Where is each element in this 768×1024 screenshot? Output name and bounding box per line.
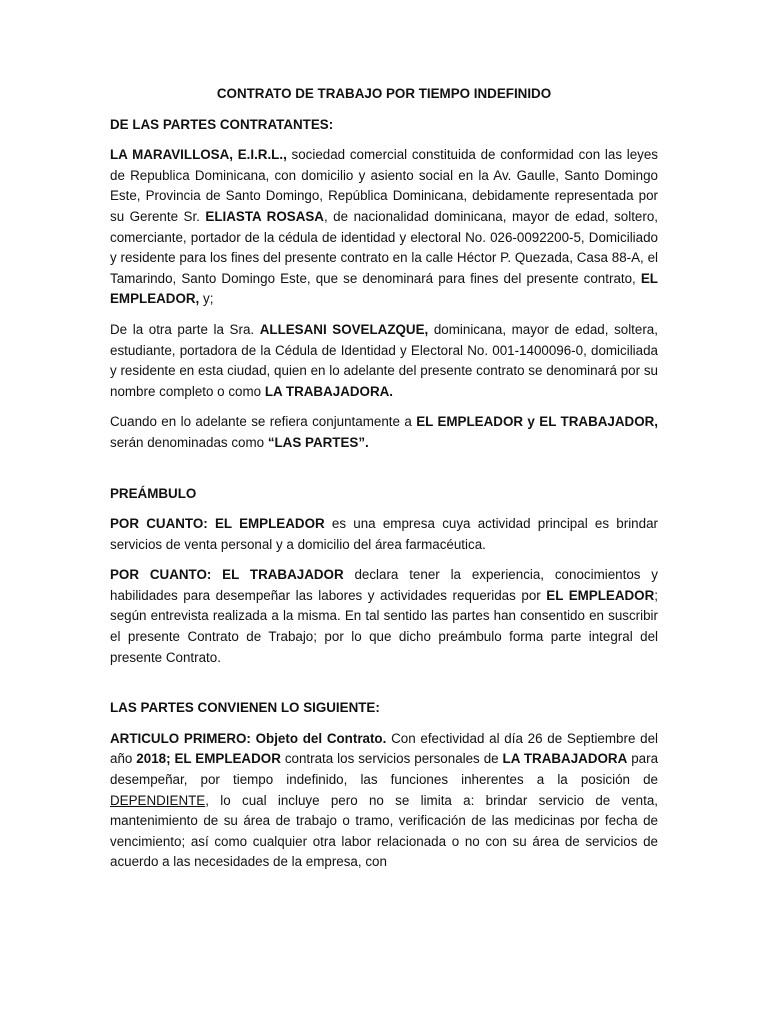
section-heading-preamble: PREÁMBULO (110, 485, 197, 501)
worker-text-2: dominicana, mayor de edad, soltera, estudiante, portadora de la Cédula de Identidad y Electoral No. 001-1400096-0, domiciliada y residente en esta ciudad, quien en lo adelante del presente contrato se denominará por su nombre completo o como (110, 321, 658, 399)
article-1-text-3: para desempeñar, por tiempo indefinido, las funciones inherentes a la posición de (110, 751, 659, 788)
parties-bold-2: “LAS PARTES”. (267, 434, 369, 450)
document-title: CONTRATO DE TRABAJO POR TIEMPO INDEFINIDO (216, 86, 552, 101)
preamble-2-text-2: ; según entrevista realizada a la misma. En tal sentido las partes han consentido en suscribir el presente Contrato de Trabajo; por lo que dicho preámbulo forma parte integral del presente Contrato. (110, 587, 658, 665)
article-1-text-4: , lo cual incluye pero no se limita a: brindar servicio de venta, mantenimiento de su área de trabajo o tramo, verificación de las medicinas por fecha de vencimiento; así como cualquier otra labor relacionada o no con su área de servicios de acuerdo a las necesidades de la empresa, con (110, 792, 658, 870)
parties-text-2: serán denominadas como (110, 434, 268, 450)
document-page (110, 84, 658, 883)
preamble-2-text-1: declara tener la experiencia, conocimientos y habilidades para desempeñar las labores y actividades requeridas por (110, 567, 658, 603)
worker-paragraph (110, 320, 658, 402)
employer-paragraph (110, 145, 658, 310)
preamble-2-bold-1: POR CUANTO: EL TRABAJADOR (110, 567, 344, 583)
preamble-paragraph-1 (110, 514, 658, 555)
employer-term: EL EMPLEADOR, (110, 270, 658, 307)
manager-name: ELIASTA ROSASA (205, 208, 324, 224)
employer-text-3: y; (199, 291, 214, 307)
parties-bold-1: EL EMPLEADOR y EL TRABAJADOR, (416, 414, 658, 430)
worker-term: LA TRABAJADORA. (264, 383, 394, 399)
article-1-text-1: Con efectividad al día 26 de Septiembre del año (110, 730, 658, 767)
employer-text-2: , de nacionalidad dominicana, mayor de edad, soltero, comerciante, portador de la cédula de identidad y electoral No. 026-0092200-5, Domiciliado y residente para los fines del presente contrato en la calle Héctor P. Quezada, Casa 88-A, el Tamarindo, Santo Domingo Este, que se denominará para fines del presente contrato, (110, 208, 658, 286)
article-1-bold-1: ARTICULO PRIMERO: Objeto del Contrato. (110, 730, 387, 746)
worker-name: ALLESANI SOVELAZQUE, (259, 321, 429, 337)
parties-paragraph (110, 412, 658, 453)
parties-text-1: Cuando en lo adelante se refiera conjuntamente a (110, 414, 417, 430)
preamble-1-text: es una empresa cuya actividad principal es brindar servicios de venta personal y a domicilio del área farmacéutica. (110, 516, 658, 552)
section-heading-agreement: LAS PARTES CONVIENEN LO SIGUIENTE: (110, 700, 380, 716)
preamble-paragraph-2 (110, 565, 658, 668)
position-name: DEPENDIENTE (110, 792, 206, 808)
spacer (110, 464, 658, 484)
employer-text-1: sociedad comercial constituida de conformidad con las leyes de Republica Dominicana, con domicilio y asiento social en la Av. Gaulle, Santo Domingo Este, Provincia de Santo Domingo, República Dominicana, debidamente representada por su Gerente Sr. (110, 147, 658, 224)
article-1-paragraph (110, 729, 658, 873)
section-heading-parties: DE LAS PARTES CONTRATANTES: (110, 116, 334, 132)
spacer (110, 678, 658, 698)
company-name: LA MARAVILLOSA, E.I.R.L., (110, 147, 287, 163)
article-1-bold-3: LA TRABAJADORA (502, 751, 628, 767)
worker-text-1: De la otra parte la Sra. (110, 321, 260, 337)
preamble-2-bold-2: EL EMPLEADOR (546, 587, 655, 603)
article-1-bold-2: 2018; EL EMPLEADOR (136, 751, 281, 767)
article-1-text-2: contrata los servicios personales de (280, 751, 503, 767)
preamble-1-bold: POR CUANTO: EL EMPLEADOR (110, 516, 325, 532)
